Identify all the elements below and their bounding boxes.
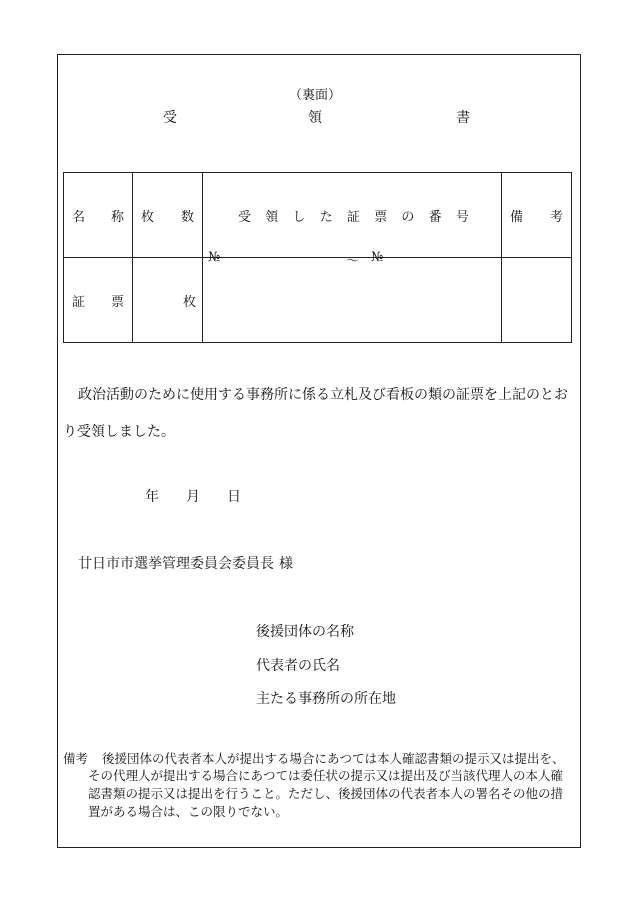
header-count-char: 枚 <box>141 209 155 225</box>
signer-org-name-label: 後援団体の名称 <box>256 624 354 640</box>
header-remarks-cell <box>502 173 572 258</box>
title-char-3: 書 <box>456 110 470 126</box>
addressee: 廿日市市選挙管理委員会委員長 <box>78 556 274 572</box>
date-day: 日 <box>227 489 241 505</box>
header-name-cell <box>64 173 133 258</box>
header-numbers-char: 番 <box>428 209 442 225</box>
header-numbers-char: し <box>292 209 306 225</box>
title-char-2: 領 <box>308 110 322 126</box>
row-name-cell <box>64 258 133 343</box>
header-numbers-char: 証 <box>346 209 360 225</box>
header-count-char: 数 <box>180 209 194 225</box>
remarks-line-4: 置がある場合は、この限りでない。 <box>88 804 289 819</box>
header-name-char: 称 <box>110 209 124 225</box>
number-from-label: № <box>208 250 221 265</box>
addressee-honorific: 様 <box>279 556 293 572</box>
statement-line-1: 政治活動のために使用する事務所に係る立札及び看板の類の証票を上記のとお <box>78 387 568 403</box>
receipt-table <box>63 172 572 343</box>
row-name-char: 証 <box>72 294 86 310</box>
header-numbers-char: 票 <box>374 209 388 225</box>
row-remarks-cell <box>502 258 572 343</box>
header-numbers-cell <box>203 173 502 258</box>
signer-rep-name-label: 代表者の氏名 <box>256 658 340 674</box>
header-numbers-char: 領 <box>265 209 279 225</box>
range-separator: ～ <box>346 254 360 269</box>
remarks-line-3: 認書類の提示又は提出を行うこと。ただし、後援団体の代表者本人の署名その他の措 <box>88 786 564 801</box>
number-to-label: № <box>371 250 384 265</box>
remarks-line-1: 後援団体の代表者本人が提出する場合にあつては本人確認書類の提示又は提出を、 <box>102 751 565 766</box>
header-remarks-char: 備 <box>510 209 524 225</box>
date-year: 年 <box>145 489 159 505</box>
header-numbers-char: 受 <box>238 209 252 225</box>
header-numbers-char: 号 <box>455 209 469 225</box>
remarks-label: 備考 <box>63 751 89 766</box>
header-name-char: 名 <box>72 209 86 225</box>
date-month: 月 <box>186 489 200 505</box>
header-count-cell <box>133 173 203 258</box>
header-remarks-char: 考 <box>549 209 563 225</box>
signer-office-location-label: 主たる事務所の所在地 <box>256 691 396 707</box>
row-name-char: 票 <box>110 294 124 310</box>
title-char-1: 受 <box>163 110 177 126</box>
header-numbers-char: の <box>401 209 415 225</box>
table-row <box>64 258 572 343</box>
header-numbers-char: た <box>319 209 333 225</box>
row-count-unit: 枚 <box>133 258 203 343</box>
side-label: （裏面） <box>288 88 341 103</box>
table-header-row <box>64 173 572 258</box>
row-numbers-cell <box>203 250 502 343</box>
remarks-line-2: その代理人が提出する場合にあつては委任状の提示又は提出及び当該代理人の本人確 <box>88 768 564 783</box>
statement-line-2: り受領しました。 <box>63 424 175 440</box>
